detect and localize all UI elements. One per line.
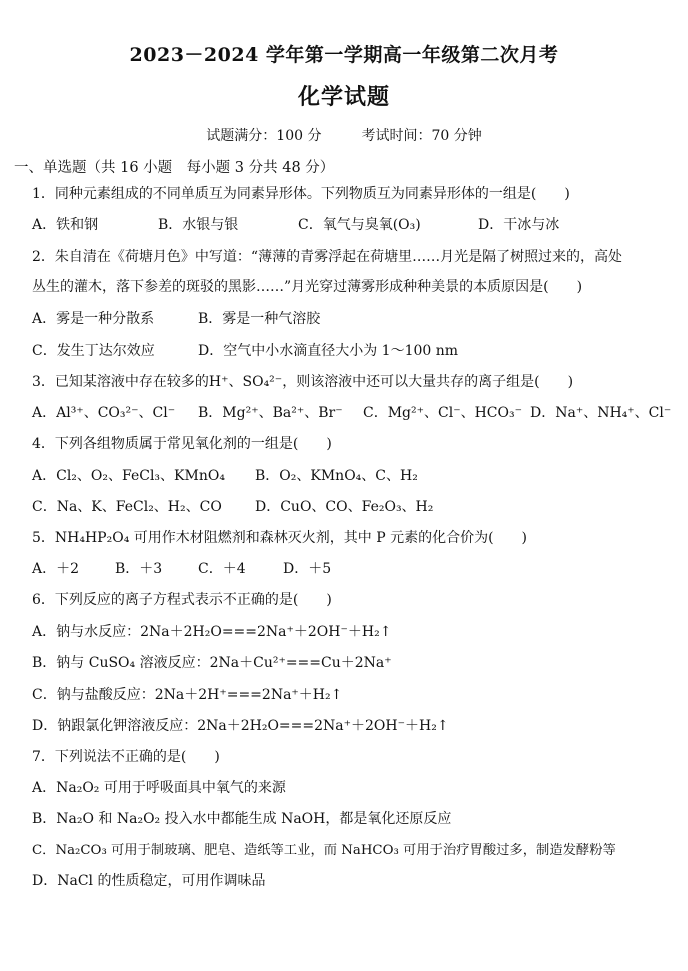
q2-option-b: B．雾是一种气溶胶: [198, 311, 321, 327]
q7-stem: 7．下列说法不正确的是( ): [32, 749, 220, 765]
q2-stem-line1: 2．朱自清在《荷塘月色》中写道：“薄薄的青雾浮起在荷塘里……月光是隔了树照过来的，高处: [32, 249, 623, 265]
q3-option-d: D．Na⁺、NH₄⁺、Cl⁻: [530, 405, 672, 421]
q2-option-a: A．雾是一种分散系: [32, 311, 155, 327]
q4-option-d: D．CuO、CO、Fe₂O₃、H₂: [255, 499, 434, 515]
q5-stem: 5．NH₄HP₂O₄ 可用作木材阻燃剂和森林灭火剂，其中 P 元素的化合价为( ): [32, 530, 528, 546]
q6-option-b: B．钠与 CuSO₄ 溶液反应：2Na＋Cu²⁺===Cu＋2Na⁺: [32, 655, 392, 671]
exam-title: 2023－2024 学年第一学期高一年级第二次月考: [129, 44, 559, 66]
q7-option-a: A．Na₂O₂ 可用于呼吸面具中氧气的来源: [32, 780, 286, 796]
exam-meta: [0, 125, 688, 145]
q1-option-b: B．水银与银: [158, 217, 239, 233]
q4-option-b: B．O₂、KMnO₄、C、H₂: [255, 468, 418, 484]
q1-stem: 1．同种元素组成的不同单质互为同素异形体。下列物质互为同素异形体的一组是( ): [32, 186, 570, 202]
q7-option-d: D．NaCl 的性质稳定，可用作调味品: [32, 873, 266, 889]
q3-stem: 3．已知某溶液中存在较多的H⁺、SO₄²⁻，则该溶液中还可以大量共存的离子组是( ): [32, 374, 574, 390]
q7-option-c: C．Na₂CO₃ 可用于制玻璃、肥皂、造纸等工业，而 NaHCO₃ 可用于治疗胃酸过多，制造发酵粉等: [32, 843, 616, 858]
q6-option-c: C．钠与盐酸反应：2Na＋2H⁺===2Na⁺＋H₂↑: [32, 687, 343, 703]
q3-option-b: B．Mg²⁺、Ba²⁺、Br⁻: [198, 405, 343, 421]
q3-option-c: C．Mg²⁺、Cl⁻、HCO₃⁻: [363, 405, 522, 421]
q5-option-b: B．＋3: [115, 561, 163, 577]
section-heading: 一、单选题（共 16 小题 每小题 3 分共 48 分）: [14, 160, 335, 176]
exam-time: 考试时间：70 分钟: [361, 128, 482, 144]
q1-option-a: A．铁和钢: [32, 217, 99, 233]
q3-option-a: A．Al³⁺、CO₃²⁻、Cl⁻: [32, 405, 176, 421]
q4-option-a: A．Cl₂、O₂、FeCl₃、KMnO₄: [32, 468, 225, 484]
q6-option-a: A．钠与水反应：2Na＋2H₂O===2Na⁺＋2OH⁻＋H₂↑: [32, 624, 392, 640]
q2-option-c: C．发生丁达尔效应: [32, 343, 155, 359]
q2-option-d: D．空气中小水滴直径大小为 1～100 nm: [198, 343, 459, 359]
q7-option-b: B．Na₂O 和 Na₂O₂ 投入水中都能生成 NaOH，都是氧化还原反应: [32, 811, 452, 827]
q5-option-c: C．＋4: [198, 561, 246, 577]
q6-stem: 6．下列反应的离子方程式表示不正确的是( ): [32, 592, 332, 608]
q4-option-c: C．Na、K、FeCl₂、H₂、CO: [32, 499, 222, 515]
exam-score: 试题满分：100 分: [206, 128, 322, 144]
q1-option-d: D．干冰与冰: [478, 217, 560, 233]
q2-stem-line2: 丛生的灌木，落下参差的斑驳的黑影……”月光穿过薄雾形成种种美景的本质原因是( ): [32, 279, 583, 295]
q1-option-c: C．氧气与臭氧(O₃): [298, 217, 421, 233]
q4-stem: 4．下列各组物质属于常见氧化剂的一组是( ): [32, 436, 332, 452]
exam-subject: 化学试题: [297, 84, 390, 110]
q6-option-d: D．钠跟氯化钾溶液反应：2Na＋2H₂O===2Na⁺＋2OH⁻＋H₂↑: [32, 718, 449, 734]
q5-option-a: A．＋2: [32, 561, 80, 577]
q5-option-d: D．＋5: [283, 561, 332, 577]
